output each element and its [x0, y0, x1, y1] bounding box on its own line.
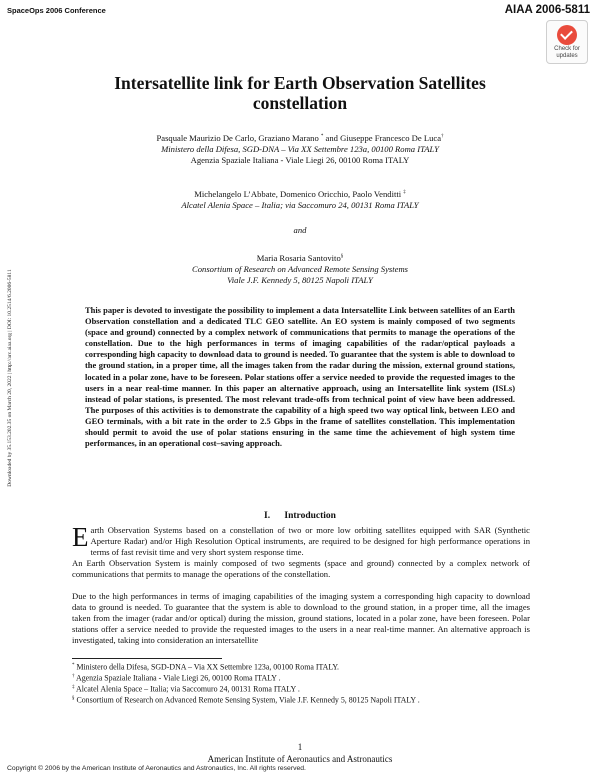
conference-name: SpaceOps 2006 Conference [7, 6, 106, 15]
author-names-2: Michelangelo L’Abbate, Domenico Oricchio, Paolo Venditti ‡ [194, 188, 406, 199]
section-title: Introduction [284, 511, 336, 521]
footnote-1: * Ministero della Difesa, SGD-DNA – Via XX Settembre 123a, 00100 Roma ITALY. [72, 662, 340, 672]
intro-paragraph-2: An Earth Observation System is mainly composed of two segments (space and ground) connected by a complex network of communications that permits to manage the operations of the constellation. [72, 558, 530, 580]
author-names-1: Pasquale Maurizio De Carlo, Graziano Marano * and Giuseppe Francesco De Luca† [156, 132, 444, 143]
section-number: I. [264, 511, 271, 521]
affiliation-3a: Consortium of Research on Advanced Remote Sensing Systems [192, 263, 408, 274]
download-side-note: Downloaded by 35.153.202.35 on March 20, 2022 | http://arc.aiaa.org | DOI: 10.2514/6.2006-5811 [7, 269, 13, 487]
author-block-1 [40, 131, 560, 166]
section-heading [40, 511, 560, 521]
author-block-3 [40, 251, 560, 286]
affiliation-2: Alcatel Alenia Space – Italia; via Saccomuro 24, 00131 Roma ITALY [181, 199, 419, 210]
check-icon [557, 25, 577, 45]
footnote-4: § Consortium of Research on Advanced Remote Sensing System, Viale J.F. Kennedy 5, 80125 Napoli ITALY . [72, 695, 420, 705]
author-name-3: Maria Rosaria Santovito§ [256, 252, 344, 263]
affiliation-3b: Viale J.F. Kennedy 5, 80125 Napoli ITALY [227, 274, 373, 285]
copyright-notice: Copyright © 2006 by the American Institute of Aeronautics and Astronautics, Inc. All rights reserved. [7, 765, 306, 772]
affiliation-1: Ministero della Difesa, SGD-DNA – Via XX Settembre 123a, 00100 Roma ITALY [161, 143, 439, 154]
paper-number: AIAA 2006-5811 [504, 4, 590, 16]
footnote-3: ‡ Alcatel Alenia Space – Italia; via Saccomuro 24, 00131 Roma ITALY . [72, 684, 300, 694]
badge-label: Check for updates [554, 46, 580, 59]
page-number: 1 [297, 742, 303, 752]
check-for-updates-badge[interactable] [546, 20, 588, 64]
abstract: This paper is devoted to investigate the possibility to implement a data Intersatellite Link between satellites of an Earth Observation constellation and a dedicated TLC GEO satellite. An EO system is mainly composed of two segments (space and ground) connected by a complex network of communications that permits to manage the operations of the constellation. Due to the high performances in terms of imaging capabilities of the radar/optical payloads a corresponding high capacity to download data to ground is needed. To guarantee that the system is able to download to the ground station, in a proper time, all the images taken from the radar during the mission, external ground stations, located in a polar zone, have to be foreseen. Polar stations offer a service needed to provide the requested images to the users in a near real-time manner. In this paper an alternative approach, using an Intersatellite link system (ISLs) instead of polar stations, is presented. The most relevant trade-offs from technical point of view have been addressed. The purposes of this activities is to demonstrate the capability of a high speed two way optical link, between LEO and GEO terminals, with a bit rate in the order to 2.5 Gbps in the frame of satellites constellation. This implementation should permit to avoid the use of polar stations ensuring in the same time the achievement of high system time performances, in an operational cost–saving approach. [85, 305, 515, 449]
footnote-rule [72, 658, 222, 659]
publisher-footer: American Institute of Aeronautics and Astronautics [207, 754, 393, 764]
drop-cap: E [72, 522, 89, 552]
author-block-2 [40, 187, 560, 211]
intro-paragraph-3: Due to the high performances in terms of imaging capabilities of the imaging system a corresponding high capacity to download data to ground is needed. To guarantee that the system is able to download to the ground station, in a proper time, all the images taken from the imager (radar and/or optical) during the mission, ground stations, located in a polar zone, have been foreseen. Polar stations offer a service needed to provide the requested images to the users in a near real-time manner. An alternative approach is investigated, taking into consideration an intersatellite [72, 591, 530, 646]
paper-title [60, 73, 540, 113]
and-separator: and [293, 225, 307, 235]
title-line-1: Intersatellite link for Earth Observation Satellites [114, 73, 486, 93]
affiliation-1b: Agenzia Spaziale Italiana - Viale Liegi 26, 00100 Roma ITALY [190, 154, 410, 165]
footnote-2: † Agenzia Spaziale Italiana - Viale Liegi 26, 00100 Roma ITALY . [72, 673, 281, 683]
intro-paragraph-1: Earth Observation Systems based on a constellation of two or more low orbiting satellites equipped with SAR (Synthetic Aperture Radar) and/or High Resolution Optical instruments, are required to be designed for high performance operations in terms of fast revisit time and very short system response time. [72, 522, 530, 558]
title-line-2: constellation [252, 93, 348, 113]
